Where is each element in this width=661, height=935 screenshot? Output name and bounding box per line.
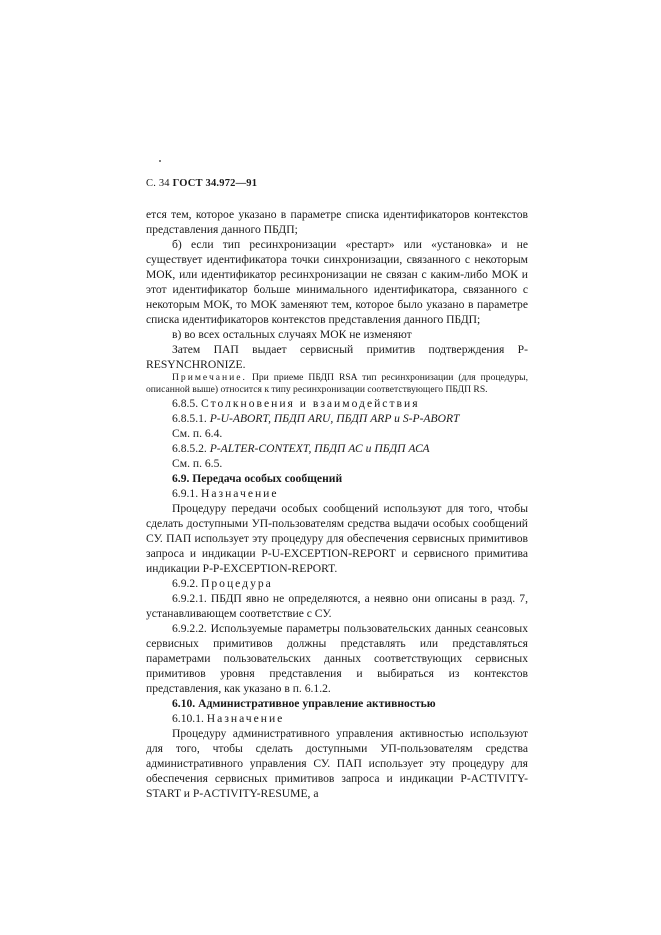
document-id: ГОСТ 34.972—91: [172, 178, 258, 189]
section-6-9-2-heading: [146, 576, 528, 591]
note: [146, 372, 528, 396]
section-6-10-heading: 6.10. Административное управление активностью: [172, 697, 436, 710]
section-number: 6.8.5.: [172, 397, 199, 410]
page-number: С. 34: [146, 178, 170, 189]
paragraph-6-9-2-1: 6.9.2.1. ПБДП явно не определяются, а неявно они описаны в разд. 7, устанавливающем соответствие с СУ.: [146, 592, 528, 620]
section-6-8-5-heading: [146, 396, 528, 411]
note-text: При приеме ПБДП RSA тип ресинхронизации (для процедуры, описанной выше) относится к типу ресинхронизации соответствующего ПБДП RS.: [146, 372, 528, 395]
section-number: 6.10.1.: [172, 712, 204, 725]
section-number: 6.9.2.: [172, 577, 199, 590]
section-6-8-5-1-heading: [146, 411, 528, 426]
section-title: Столкновения и взаимодействия: [201, 397, 420, 410]
scan-speck: [159, 160, 161, 162]
section-6-10-1-heading: [146, 711, 528, 726]
section-6-8-5-2-heading: [146, 441, 528, 456]
paragraph-item-v: в) во всех остальных случаях МОК не изменяют: [172, 328, 412, 341]
section-title: Процедура: [201, 577, 273, 590]
section-title: Назначение: [201, 487, 279, 500]
paragraph-6-9-1: Процедуру передачи особых сообщений используют для того, чтобы сделать доступными УП-пользователям средства выдачи особых сообщений СУ. ПАП использует эту процедуру для обеспечения сервисных примитивов запроса и индикации P-U-EXCEPTION-REPORT и сервисного примитива индикации P-P-EXCEPTION-REPORT.: [146, 502, 528, 575]
section-title: Назначение: [206, 712, 285, 725]
section-6-8-5-2-ref: См. п. 6.5.: [172, 457, 223, 470]
paragraph-6-9-2-2: 6.9.2.2. Используемые параметры пользовательских данных сеансовых сервисных примитивов должны представлять или представляться параметрами пользовательских данных соответствующих сервисных примитивов уровня представления и выбираться из контекстов представления, как указано в п. 6.1.2.: [146, 622, 528, 695]
section-6-8-5-1-ref: См. п. 6.4.: [172, 427, 223, 440]
paragraph-6-10-1: Процедуру административного управления активностью используют для того, чтобы сделать доступными УП-пользователям средства административного управления СУ. ПАП использует эту процедуру для обеспечения сервисных примитивов запроса и индикации P-ACTIVITY-START и P-ACTIVITY-RESUME, а: [146, 727, 528, 800]
page-header: [146, 178, 257, 189]
section-6-9-1-heading: [146, 486, 528, 501]
body-text: [146, 207, 528, 801]
section-title: P-U-ABORT, ПБДП ARU, ПБДП ARP и S-P-ABORT: [209, 412, 460, 425]
section-number: 6.9.1.: [172, 487, 199, 500]
note-label: Примечание.: [172, 372, 247, 383]
paragraph-continuation: ется тем, которое указано в параметре списка идентификаторов контекстов представления данного ПБДП;: [146, 208, 528, 236]
section-number: 6.8.5.2.: [172, 442, 207, 455]
paragraph-confirmation: Затем ПАП выдает сервисный примитив подтверждения P-RESYNCHRONIZE.: [146, 343, 528, 371]
section-number: 6.8.5.1.: [172, 412, 207, 425]
paragraph-item-b: б) если тип ресинхронизации «рестарт» или «установка» и не существует идентификатора точки синхронизации, связанного с некоторым МОК, или идентификатор ресинхронизации не связан с каким-либо МОК и этот идентификатор больше минимального идентификатора, связанного с некоторым МОК, то МОК заменяют тем, которое было указано в параметре списка идентификаторов контекстов представления данного ПБДП;: [146, 238, 528, 326]
section-title: P-ALTER-CONTEXT, ПБДП АС и ПБДП АСА: [209, 442, 430, 455]
section-6-9-heading: 6.9. Передача особых сообщений: [172, 472, 343, 485]
